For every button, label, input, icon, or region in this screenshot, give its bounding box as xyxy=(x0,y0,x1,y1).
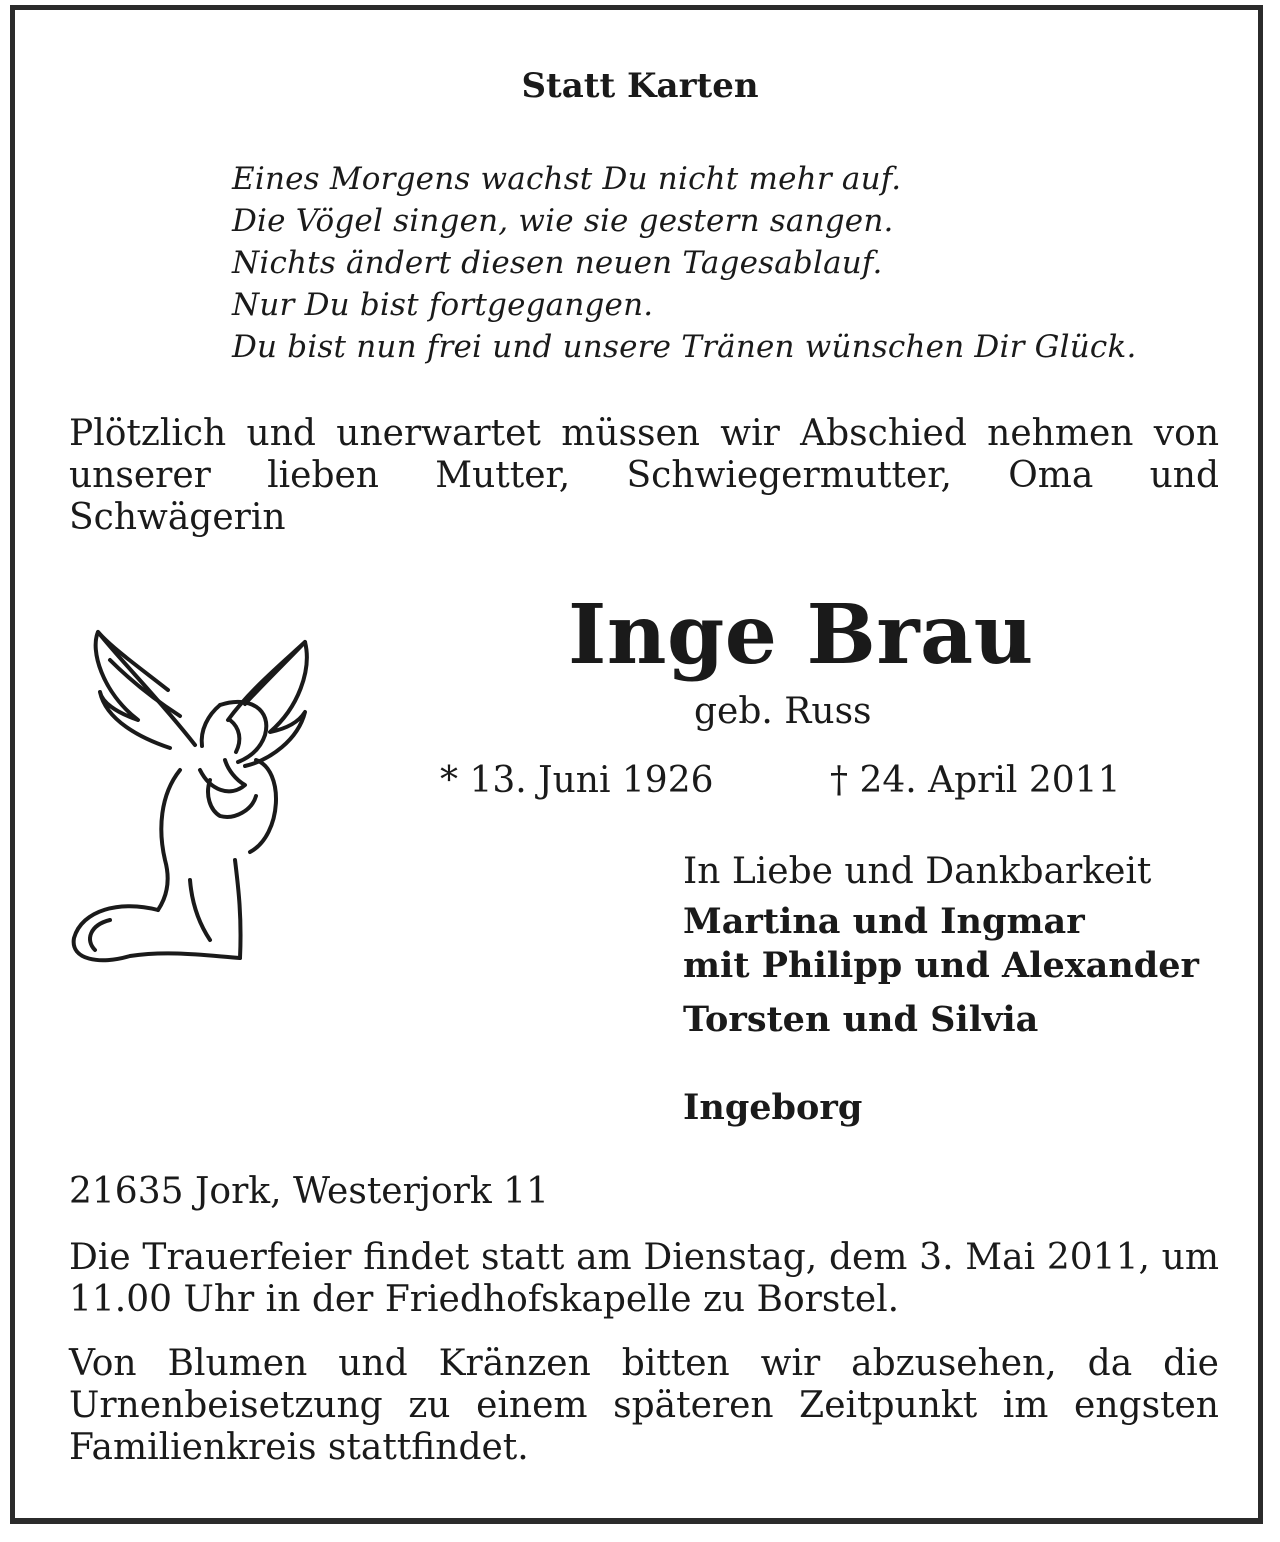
poem-line: Nichts ändert diesen neuen Tagesablauf. xyxy=(232,245,883,281)
death-date: † 24. April 2011 xyxy=(830,760,1121,801)
mourners-intro: In Liebe und Dankbarkeit xyxy=(683,851,1152,892)
flowers-note: Von Blumen und Kränzen bitten wir abzusehen, da die Urnenbeisetzung zu einem späteren Zeitpunkt im engsten Familienkreis stattfindet. xyxy=(69,1343,1219,1468)
notice-header: Statt Karten xyxy=(521,66,759,106)
poem-line: Die Vögel singen, wie sie gestern sangen. xyxy=(232,203,894,239)
mourner-line: Martina und Ingmar xyxy=(683,901,1085,942)
birth-date: * 13. Juni 1926 xyxy=(440,760,714,801)
service-details: Die Trauerfeier findet statt am Dienstag, dem 3. Mai 2011, um 11.00 Uhr in der Friedhofskapelle zu Borstel. xyxy=(69,1237,1219,1320)
mourner-line: Ingeborg xyxy=(683,1087,863,1128)
poem-line: Eines Morgens wachst Du nicht mehr auf. xyxy=(232,161,902,197)
deceased-name: Inge Brau xyxy=(568,587,1034,683)
maiden-name: geb. Russ xyxy=(694,691,872,732)
poem-line: Du bist nun frei und unsere Tränen wünschen Dir Glück. xyxy=(232,329,1137,365)
address: 21635 Jork, Westerjork 11 xyxy=(69,1171,549,1212)
poem-line: Nur Du bist fortgegangen. xyxy=(232,287,654,323)
mourner-line: mit Philipp und Alexander xyxy=(683,945,1199,986)
intro-text: Plötzlich und unerwartet müssen wir Abschied nehmen von unserer lieben Mutter, Schwiegermutter, Oma und Schwägerin xyxy=(69,413,1219,538)
poem xyxy=(232,158,1137,368)
angel-icon xyxy=(60,620,320,970)
mourner-line: Torsten und Silvia xyxy=(683,999,1039,1040)
